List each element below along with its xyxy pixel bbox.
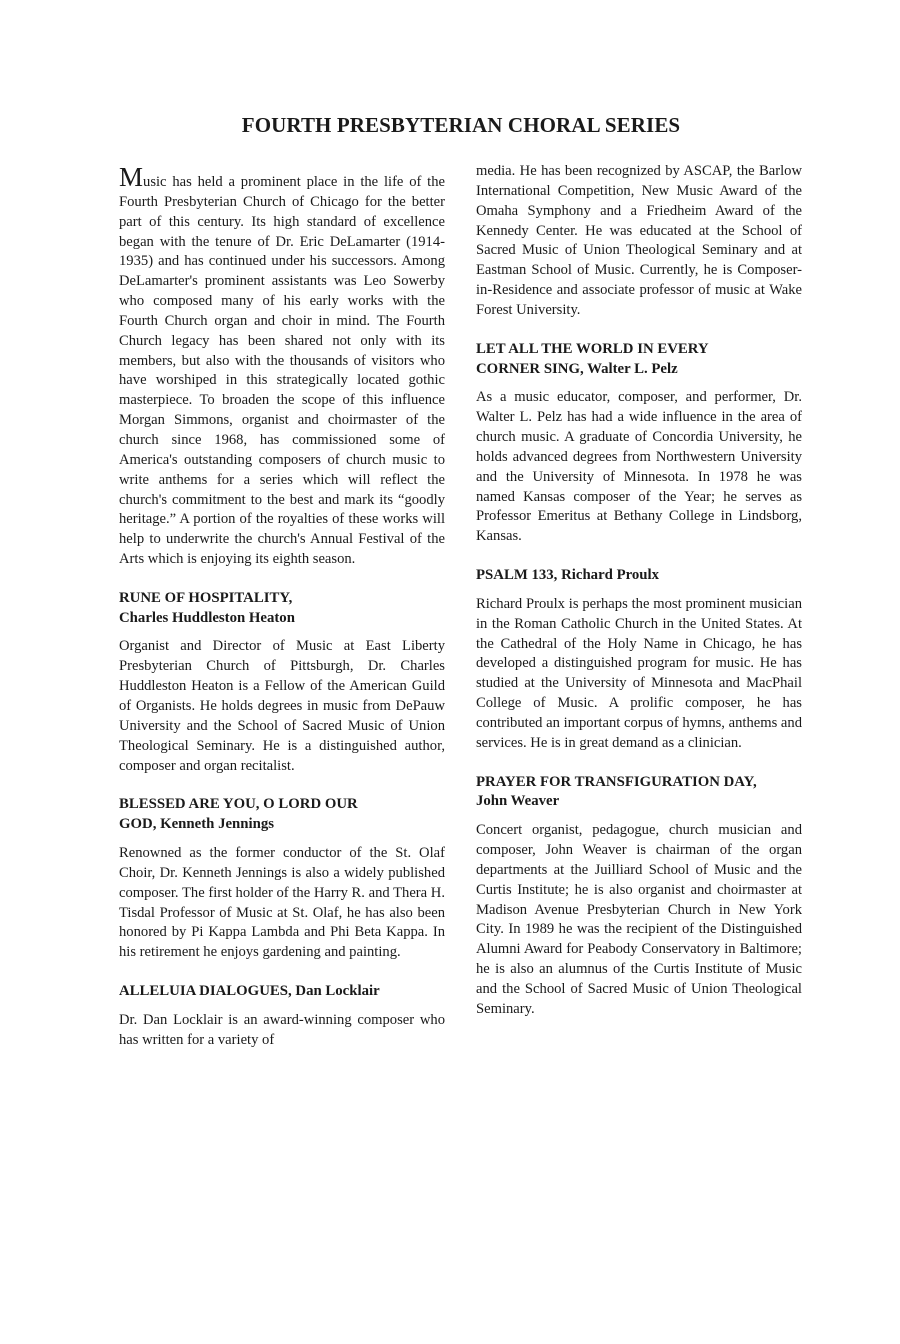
intro-text: usic has held a prominent place in the life of the Fourth Presbyterian Church of Chicago for the better part of this century. Its high standard of excellence began with the tenure of Dr. Eric DeLamarter (1914-1935) and has continued under his successors. Among DeLamarter's prominent assistants was Leo Sowerby who composed many of his early works with the Fourth Church organ and choir in mind. The Fourth Church legacy has been shared not only with its members, but also with the thousands of visitors who have worshiped in this strategically located gothic masterpiece. To broaden the scope of this influence Morgan Simmons, organist and choirmaster of the church since 1968, has commissioned some of America's outstanding composers of church music to write anthems for a series which will reflect the church's commitment to the best and mark its “goodly heritage.” A portion of the royalties of these works will help to underwrite the church's Annual Festival of the Arts which is enjoying its eighth season. [119,174,445,568]
section-body-psalm-133: Richard Proulx is perhaps the most prominent musician in the Roman Catholic Church in the United States. At the Cathedral of the Holy Name in Chicago, he has developed a distinguished program for music. He has studied at the University of Minnesota and MacPhail College of Music. A prolific composer, he has contributed an important corpus of hymns, anthems and services. He is in great demand as a clinician. [476,595,802,751]
intro-dropcap: M [119,162,144,192]
section-heading-line1: RUNE OF HOSPITALITY, [119,589,293,606]
left-column [119,162,445,1051]
section-body-prayer: Concert organist, pedagogue, church musician and composer, John Weaver is chairman of the organ departments at the Juilliard School of Music and the Curtis Institute; he is also organist and choirmaster at Madison Avenue Presbyterian Church in New York City. In 1989 he was the recipient of the Distinguished Alumni Award for Peabody Conservatory in Baltimore; he is also an alumnus of the Curtis Institute of Music and the School of Sacred Music of Union Theological Seminary. [476,822,802,1017]
section-heading-rune [119,589,445,629]
section-heading-alleluia [119,982,445,1002]
section-body-let-all-the-world: As a music educator, composer, and performer, Dr. Walter L. Pelz has had a wide influence in the area of church music. A graduate of Concordia University, he holds advanced degrees from Northwestern University and the University of Minnesota. In 1978 he was named Kansas composer of the Year; he serves as Professor Emeritus at Bethany College in Lindsborg, Kansas. [476,389,802,545]
section-heading-line1: PSALM 133, Richard Proulx [476,567,660,584]
section-heading-line1: PRAYER FOR TRANSFIGURATION DAY, [476,773,757,790]
right-column [476,162,802,1020]
section-heading-line2: CORNER SING, Walter L. Pelz [476,360,678,377]
section-heading-line2: Charles Huddleston Heaton [119,609,295,626]
section-body-alleluia-part1: Dr. Dan Locklair is an award-winning composer who has written for a variety of [119,1011,445,1048]
section-heading-line1: BLESSED ARE YOU, O LORD OUR [119,796,358,813]
page-title: FOURTH PRESBYTERIAN CHORAL SERIES [241,113,681,137]
section-heading-blessed [119,795,445,835]
section-heading-prayer [476,773,802,813]
section-heading-line1: ALLELUIA DIALOGUES, Dan Locklair [119,983,380,1000]
section-heading-line2: GOD, Kenneth Jennings [119,816,274,833]
section-heading-line2: John Weaver [476,793,560,810]
section-heading-let-all-the-world [476,340,802,380]
section-body-alleluia-part2: media. He has been recognized by ASCAP, the Barlow International Competition, New Music Award of the Omaha Symphony and a Friedheim Award of the Kennedy Center. He was educated at the School of Sacred Music of Union Theological Seminary and at Eastman School of Music. Currently, he is Composer-in-Residence and associate professor of music at Wake Forest University. [476,163,802,318]
intro-paragraph [119,162,445,570]
section-body-rune: Organist and Director of Music at East Liberty Presbyterian Church of Pittsburgh, Dr. Charles Huddleston Heaton is a Fellow of the American Guild of Organists. He holds degrees in music from DePauw University and the School of Sacred Music of Union Theological Seminary. He is a distinguished author, composer and organ recitalist. [119,638,445,774]
section-heading-psalm-133 [476,566,802,586]
section-heading-line1: LET ALL THE WORLD IN EVERY [476,340,709,357]
section-body-blessed: Renowned as the former conductor of the St. Olaf Choir, Dr. Kenneth Jennings is also a widely published composer. The first holder of the Harry R. and Thera H. Tisdal Professor of Music at St. Olaf, he has also been honored by Pi Kappa Lambda and Phi Beta Kappa. In his retirement he enjoys gardening and painting. [119,844,445,961]
